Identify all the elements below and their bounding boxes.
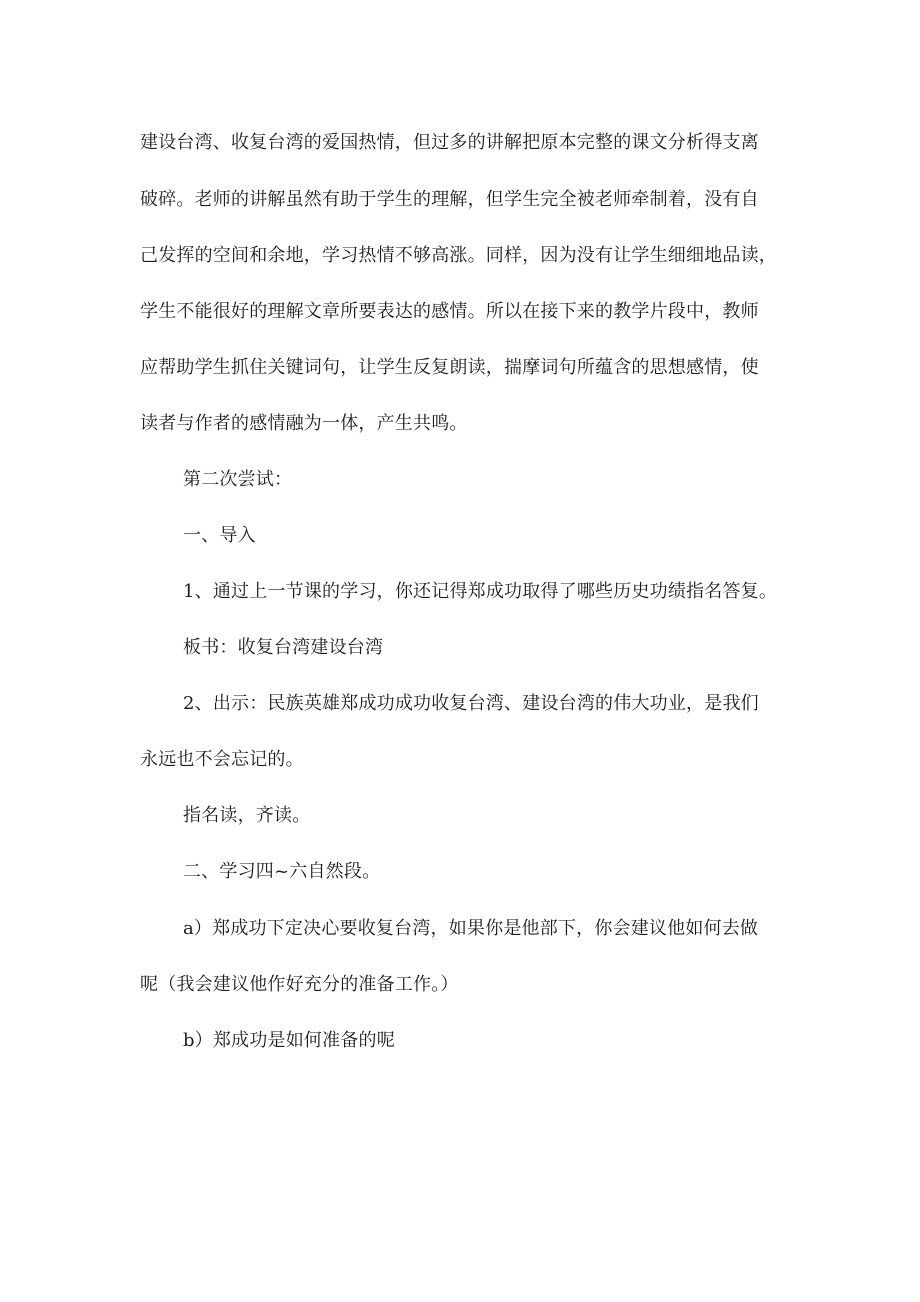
list-item-1: 1、通过上一节课的学习，你还记得郑成功取得了哪些历史功绩指名答复。 [183, 581, 778, 602]
paragraph-line: 读者与作者的感情融为一体，产生共鸣。 [140, 413, 468, 434]
section-heading-intro: 一、导入 [183, 525, 256, 546]
second-attempt-heading: 第二次尝试： [183, 469, 293, 490]
list-item-a-line2: 呢（我会建议他作好充分的准备工作。） [140, 974, 459, 995]
paragraph-line: 破碎。老师的讲解虽然有助于学生的理解，但学生完全被老师牵制着，没有自 [140, 189, 759, 210]
list-item-2-line1: 2、出示：民族英雄郑成功成功收复台湾、建设台湾的伟大功业，是我们 [183, 693, 759, 714]
reading-note: 指名读，齐读。 [183, 805, 311, 826]
paragraph-line: 学生不能很好的理解文章所要表达的感情。所以在接下来的教学片段中，教师 [140, 301, 759, 322]
list-item-b: b）郑成功是如何准备的呢 [183, 1030, 395, 1051]
list-item-2-line2: 永远也不会忘记的。 [140, 749, 304, 770]
board-note: 板书：收复台湾建设台湾 [183, 637, 384, 658]
paragraph-line: 己发挥的空间和余地，学习热情不够高涨。同样，因为没有让学生细细地品读， [140, 245, 777, 266]
list-item-a-line1: a）郑成功下定决心要收复台湾，如果你是他部下，你会建议他如何去做 [183, 918, 759, 939]
paragraph-line: 应帮助学生抓住关键词句，让学生反复朗读，揣摩词句所蕴含的思想感情，使 [140, 357, 759, 378]
section-heading-study: 二、学习四~六自然段。 [183, 861, 381, 882]
paragraph-line: 建设台湾、收复台湾的爱国热情，但过多的讲解把原本完整的课文分析得支离 [140, 132, 759, 153]
